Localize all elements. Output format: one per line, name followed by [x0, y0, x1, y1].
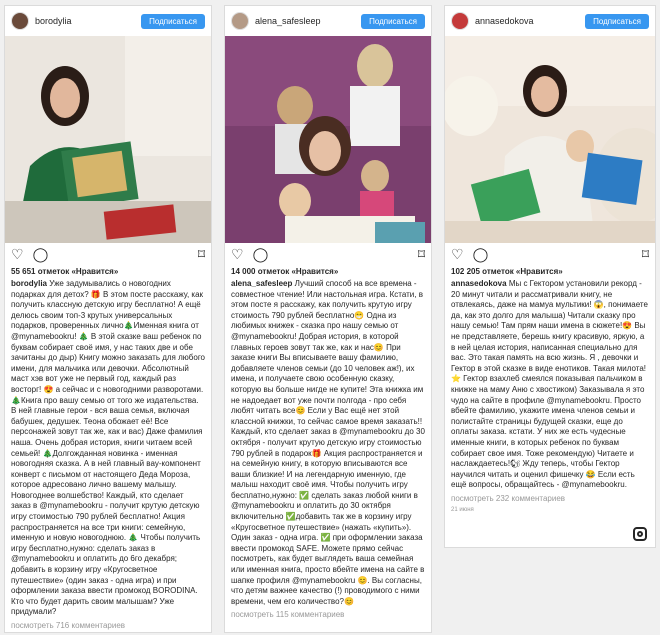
caption-text: Мы с Гектором установили рекорд - 20 минут читали и рассматривали книгу, не отвлекаясь, даже на мамуа мультики! 😱, понимаете да, как это долго для малыша) Читали сказку про нашу семью! Там прям наши имена в сюжете!😍 Вы не представляете, берешь книгу красивую, яркую, а в ней целая история, написанная специально для вас. Это такая память на всю жизнь. Я , девочки и Гектор в этой сказке в виде енотиков. Такая милота!⭐ Гектор взахлеб смеялся показывая пальчиком в книжке на маму Аню с хвостиком) Заказывала я это чудо на сайте в профиле @mynamebookru. Просто вбейте фамилию, укажите имена членов семьи и полистайте страницы будущей сказки, еще до оплаты заказа. кстати. У них же есть чудесные именные книги, в которых ребенок по буквам собирает свое имя. Тоже рекомендую) Читаете и наслаждаетесь!🐿 Жду теперь, чтобы Гектор научился читать и оценил фишечку 😂 Если есть ещё вопросы, обращайтесь - @mynamebookru. [451, 279, 648, 490]
caption [225, 279, 431, 607]
follow-button[interactable]: Подписаться [585, 14, 649, 29]
post-image[interactable] [5, 36, 211, 243]
post-photo [225, 36, 431, 243]
heart-icon[interactable]: ♡ [11, 245, 24, 262]
caption-text: Уже задумывались о новогодних подарках для детох? 🎁 В этом посте расскажу, как получить классную детскую игру бесплатно! А ещё делюсь своим топ-3 крутых универсальных подарков, проверенных лично🎄Именная книга от @mynamebookru! 🎄 В этой сказке ваш ребенок по буквам собирает своё имя, у нас таких две и обе зачитаны до дыр) Книгу можно заказать для любого имени, для мальчика или девочки. Абсолютный маст хэв вот уже не первый год, каждый раз восторг! 😍 а сейчас и с новогодними разворотами. 🎄Книга про вашу семью от того же издательства. В ней главные герои - вся ваша семья, включая бабушек, дедушек. Теона обожает её! Все персонажей зовут так же, как и вас) Даже фамилия наша. Очень добрая история, книги читаем всей семьей! 🎄Долгожданная новинка - именная новогодняя сказка. А в ней главный вау-компонент конверт с письмом от настоящего Деда Мороза, которое адресовано лично вашему малышу. Новогоднее волшебство! Каждый, кто сделает заказ в @mynamebookru - получит крутую детскую игру стоимостью 790 рублей бесплатно! Акция распространяется на все три книги: семейную, именную и новую новогоднюю. 🎄 Чтобы получить игру бесплатно,нужно: сделать заказ в @mynamebookru и оплатить до 6го декабря; добавить в корзину игру «Кругосветное путешествие» (один заказ - одна игра) и при оформлении заказа ввести промокод BORODINA. Кто что будет дарить своим малышам? Уже придумали? [11, 279, 206, 617]
post-photo [445, 36, 655, 243]
follow-button[interactable]: Подписаться [361, 14, 425, 29]
action-bar [5, 243, 211, 265]
post-header [445, 6, 655, 36]
heart-icon[interactable]: ♡ [451, 245, 464, 262]
bookmark-icon[interactable]: ⌑ [417, 245, 425, 262]
avatar[interactable] [11, 12, 29, 30]
post-image[interactable] [225, 36, 431, 243]
comment-icon[interactable]: ◯ [32, 245, 49, 262]
post-header [225, 6, 431, 36]
username[interactable]: borodylia [35, 16, 72, 26]
avatar[interactable] [231, 12, 249, 30]
caption-username[interactable]: alena_safesleep [231, 279, 293, 288]
follow-button[interactable]: Подписаться [141, 14, 205, 29]
comment-icon[interactable]: ◯ [252, 245, 269, 262]
action-bar [225, 243, 431, 265]
post-card [4, 5, 212, 633]
caption-username[interactable]: annasedokova [451, 279, 507, 288]
view-comments-link[interactable]: посмотреть 115 комментариев [231, 610, 345, 620]
instagram-icon[interactable] [633, 527, 647, 541]
action-bar [445, 243, 655, 265]
caption-username[interactable]: borodylia [11, 279, 48, 288]
avatar[interactable] [451, 12, 469, 30]
likes-count[interactable]: 55 651 отметок «Нравится» [11, 267, 119, 276]
bookmark-icon[interactable]: ⌑ [641, 245, 649, 262]
post-header [5, 6, 211, 36]
username[interactable]: alena_safesleep [255, 16, 321, 26]
post-date: 21 июня [451, 506, 474, 513]
caption-text: Лучший способ на все времена - совместное чтение! Или настольная игра. Кстати, в этом посте я расскажу, как получить крутую игру стоимость 790 рублей бесплатно😁 Одна из любимых книжек - сказка про нашу семью от @mynamebookru! Добрая история, в которой главных героев зовут так же, как и нас😊 При заказе книги Вы вписываете вашу фамилию, добавляете членов семьи (до 10 человек аж!), их имена, и получаете свою особенную сказку, которую вы больше нигде не купите! Эта книжка им не надоедает вот уже почти полгода - про себя любят читать все😊 Если у Вас ещё нет этой классной книжки, то сейчас самое время заказать!! Каждый, кто сделает заказ в @mynamebookru до 30 октября - получит крутую детскую игру стоимостью 790 рублей в подарок🎁 Акция распространяется и на семейную книгу, в которую вписываются все ваши близкие! И на легендарную именную, где малыш находит своё имя. Чтобы получить игру бесплатно,нужно: ✅ сделать заказ любой книги в @mynamebookru и оплатить до 30 октября включительно ✅добавить так же в корзину игру «Кругосветное путешествие» (нажать «купить»). Один заказ - одна игра. ✅ при оформлении заказа ввести промокод SAFE. Можете прямо сейчас посмотреть, как будет выглядеть ваша семейная или именная книга, просто вбейте имена на сайте в шапке профиля @mynamebookru 😊. Вы согласны, что детям важнее качество (!) проводимого с ними времени, чем его количество?😊 [231, 279, 425, 606]
view-comments-link[interactable]: посмотреть 232 комментариев [451, 493, 566, 503]
comment-icon[interactable]: ◯ [472, 245, 489, 262]
post-image[interactable] [445, 36, 655, 243]
post-card [224, 5, 432, 633]
view-comments-link[interactable]: посмотреть 716 комментариев [11, 621, 126, 630]
bookmark-icon[interactable]: ⌑ [197, 245, 205, 262]
likes-count[interactable]: 14 000 отметок «Нравится» [231, 267, 339, 276]
post-photo [5, 36, 211, 243]
username[interactable]: annasedokova [475, 16, 534, 26]
heart-icon[interactable]: ♡ [231, 245, 244, 262]
post-card [444, 5, 656, 548]
caption [445, 279, 655, 491]
caption [5, 279, 211, 618]
likes-count[interactable]: 102 205 отметок «Нравится» [451, 267, 563, 276]
